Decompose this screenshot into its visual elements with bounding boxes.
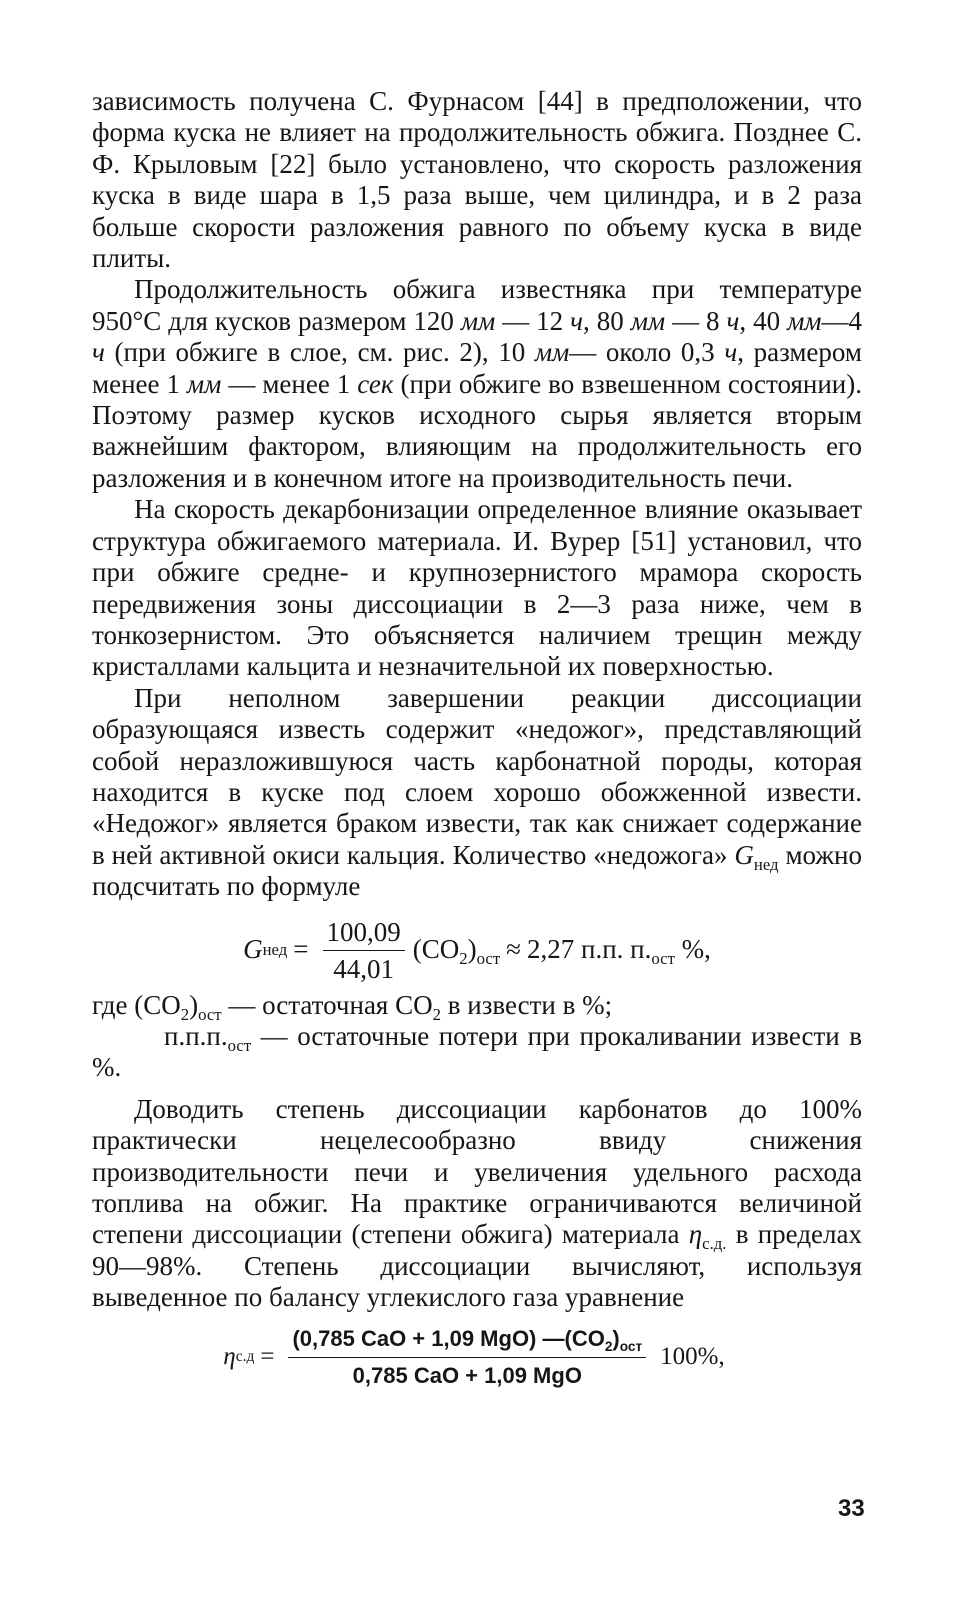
fraction: $\frac{100,09}{44,01}$ bbox=[323, 917, 405, 984]
paragraph-3: На скорость декарбонизации определенное влияние оказывает структура обжигаемого материала. И. Вурер [51] установил, что при обжиге средне- и крупнозернистого мрамора скорость передвижения зоны диссоциации в 2—3 раза ниже, чем в тонкозернистом. Это объясняется наличием трещин между кристаллами кальцита и незначительной их поверхностью. bbox=[92, 494, 862, 682]
formula-undercalc: G нед = $\frac{100,09}{44,01}$ $(CO_2)_{ост}$ ≈ 2,27 п.п. $п._{ост}$ %, bbox=[243, 916, 711, 984]
paragraph-2: Продолжительность обжига известняка при температуре 950°С для кусков размером 120 мм — 12 ч, 80 мм — 8 ч, 40 мм—4 ч (при обжиге в слое, см. рис. 2), 10 мм— около 0,3 ч, размером менее 1 мм — менее 1 сек (при обжиге во взвешенном состоянии). Поэтому размер кусков исходного сырья является вторым важнейшим фактором, влияющим на продолжительность его разложения и в конечном итоге на производительность печи. bbox=[92, 274, 863, 493]
legend-line-ppp: $п.п.п._{ост}$ — остаточные потери при прокаливании извести в %. bbox=[92, 1020, 862, 1083]
legend-line-co2: где $(CO_2)_{ост}$ — остаточная $CO_2$ в извести в %; bbox=[92, 989, 613, 1024]
paragraph-5: Доводить степень диссоциации карбонатов до 100% практически нецелесообразно ввиду снижения производительности печи и увеличения удельного расхода топлива на обжиг. На практике ограничиваются величиной степени диссоциации (степени обжига) материала $\eta_{с.д.}$ в пределах 90—98%. Степень диссоциации вычисляют, используя выведенное по балансу углекислого газа уравнение bbox=[92, 1093, 862, 1313]
body-text bbox=[92, 86, 862, 1391]
paragraph-4: При неполном завершении реакции диссоциации образующаяся известь содержит «недожог», представляющий собой неразложившуюся часть карбонатной породы, которая находится в куске под слоем хорошо обожженной извести. «Недожог» является браком извести, так как снижает содержание в ней активной окиси кальция. Количество «недожога» $G_{нед}$ можно подсчитать по формуле bbox=[92, 682, 862, 902]
paragraph-1: зависимость получена С. Фурнасом [44] в предположении, что форма куска не влияет на продолжительность обжига. Позднее С. Ф. Крыловым [22] было установлено, что скорость разложения куска в виде шара в 1,5 раза выше, чем цилиндра, и в 2 раза больше скорости разложения равного по объему куска в виде плиты. bbox=[92, 86, 862, 274]
fraction: $\frac{(0,785 CaO + 1,09 MgO) —(CO_2)_{ост}}{\text{0,785 CaO + 1,09 MgO}}$ bbox=[288, 1324, 646, 1391]
page-number: 33 bbox=[838, 1495, 865, 1522]
formula-dissociation-degree: η с.д = $\frac{(0,785 CaO + 1,09 MgO) —(CO_2)_{ост}}{\text{0,785 CaO + 1,09 MgO}}$ 100%, bbox=[92, 1324, 862, 1391]
formula-legend bbox=[92, 990, 862, 1084]
